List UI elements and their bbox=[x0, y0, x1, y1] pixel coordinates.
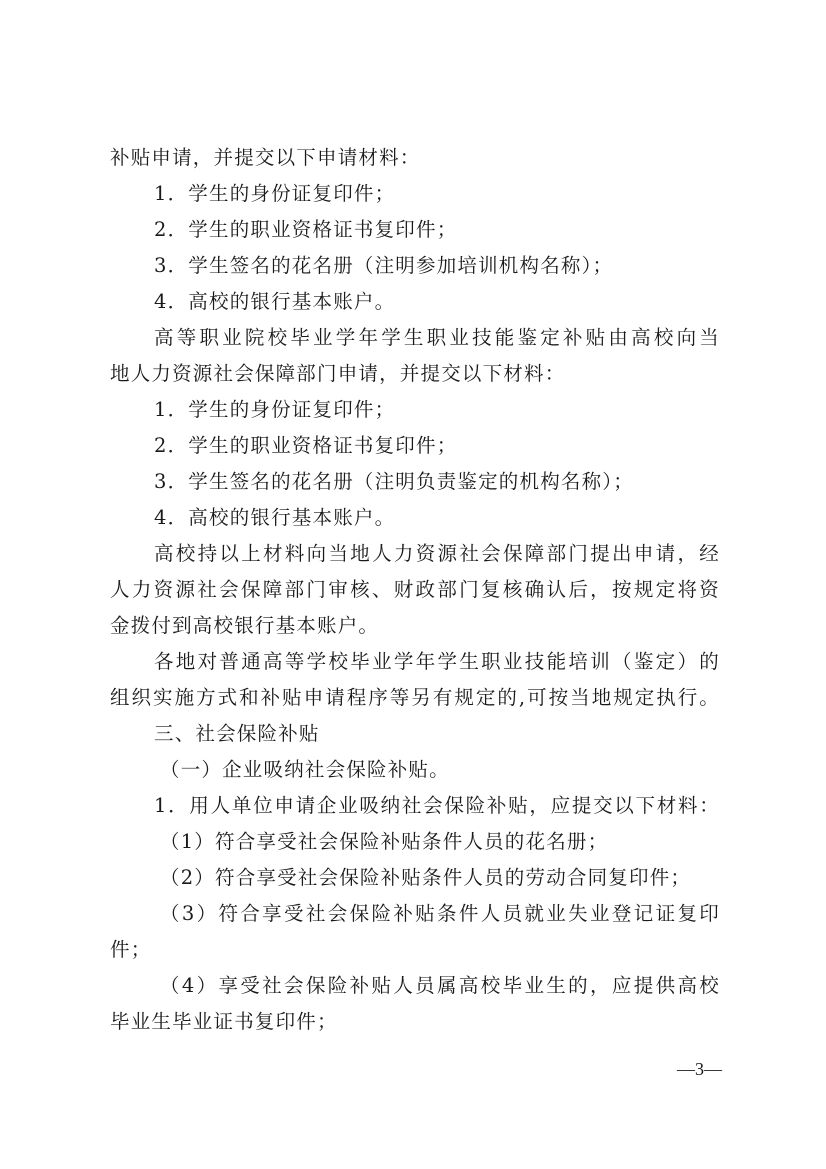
list-item: 2．学生的职业资格证书复印件； bbox=[154, 434, 458, 457]
list-item: 1．学生的身份证复印件； bbox=[154, 398, 396, 421]
paragraph-line: 高校持以上材料向当地人力资源社会保障部门提出申请，经 bbox=[154, 542, 720, 565]
list-item: 4．高校的银行基本账户。 bbox=[154, 290, 396, 313]
list-item: 1．用人单位申请企业吸纳社会保险补贴，应提交以下材料： bbox=[154, 794, 720, 817]
paragraph-line: 各地对普通高等学校毕业学年学生职业技能培训（鉴定）的 bbox=[154, 650, 720, 673]
paragraph-line: 人力资源社会保障部门审核、财政部门复核确认后，按规定将资 bbox=[110, 578, 720, 601]
paragraph-line: 组织实施方式和补贴申请程序等另有规定的,可按当地规定执行。 bbox=[110, 686, 720, 709]
list-item: 1．学生的身份证复印件； bbox=[154, 182, 396, 205]
list-item: 2．学生的职业资格证书复印件； bbox=[154, 218, 458, 241]
list-item: （3）符合享受社会保险补贴条件人员就业失业登记证复印 bbox=[160, 902, 720, 925]
list-item: 3．学生签名的花名册（注明负责鉴定的机构名称）； bbox=[154, 470, 634, 493]
list-item: （2）符合享受社会保险补贴条件人员的劳动合同复印件； bbox=[160, 866, 692, 889]
paragraph-line: 件； bbox=[110, 938, 152, 961]
paragraph-line: 金拨付到高校银行基本账户。 bbox=[110, 614, 380, 637]
paragraph-line: 毕业生毕业证书复印件； bbox=[110, 1010, 338, 1033]
list-item: （4）享受社会保险补贴人员属高校毕业生的，应提供高校 bbox=[160, 974, 720, 997]
page-number: —3— bbox=[677, 1059, 722, 1079]
list-item: 4．高校的银行基本账户。 bbox=[154, 506, 396, 529]
paragraph-line: 补贴申请，并提交以下申请材料： bbox=[110, 146, 421, 169]
paragraph-line: 高等职业院校毕业学年学生职业技能鉴定补贴由高校向当 bbox=[154, 326, 720, 349]
list-item: 3．学生签名的花名册（注明参加培训机构名称）； bbox=[154, 254, 614, 277]
subsection-heading: （一）企业吸纳社会保险补贴。 bbox=[160, 758, 450, 781]
paragraph-line: 地人力资源社会保障部门申请，并提交以下材料： bbox=[110, 362, 566, 385]
list-item: （1）符合享受社会保险补贴条件人员的花名册； bbox=[160, 830, 609, 853]
section-heading: 三、社会保险补贴 bbox=[154, 722, 320, 745]
